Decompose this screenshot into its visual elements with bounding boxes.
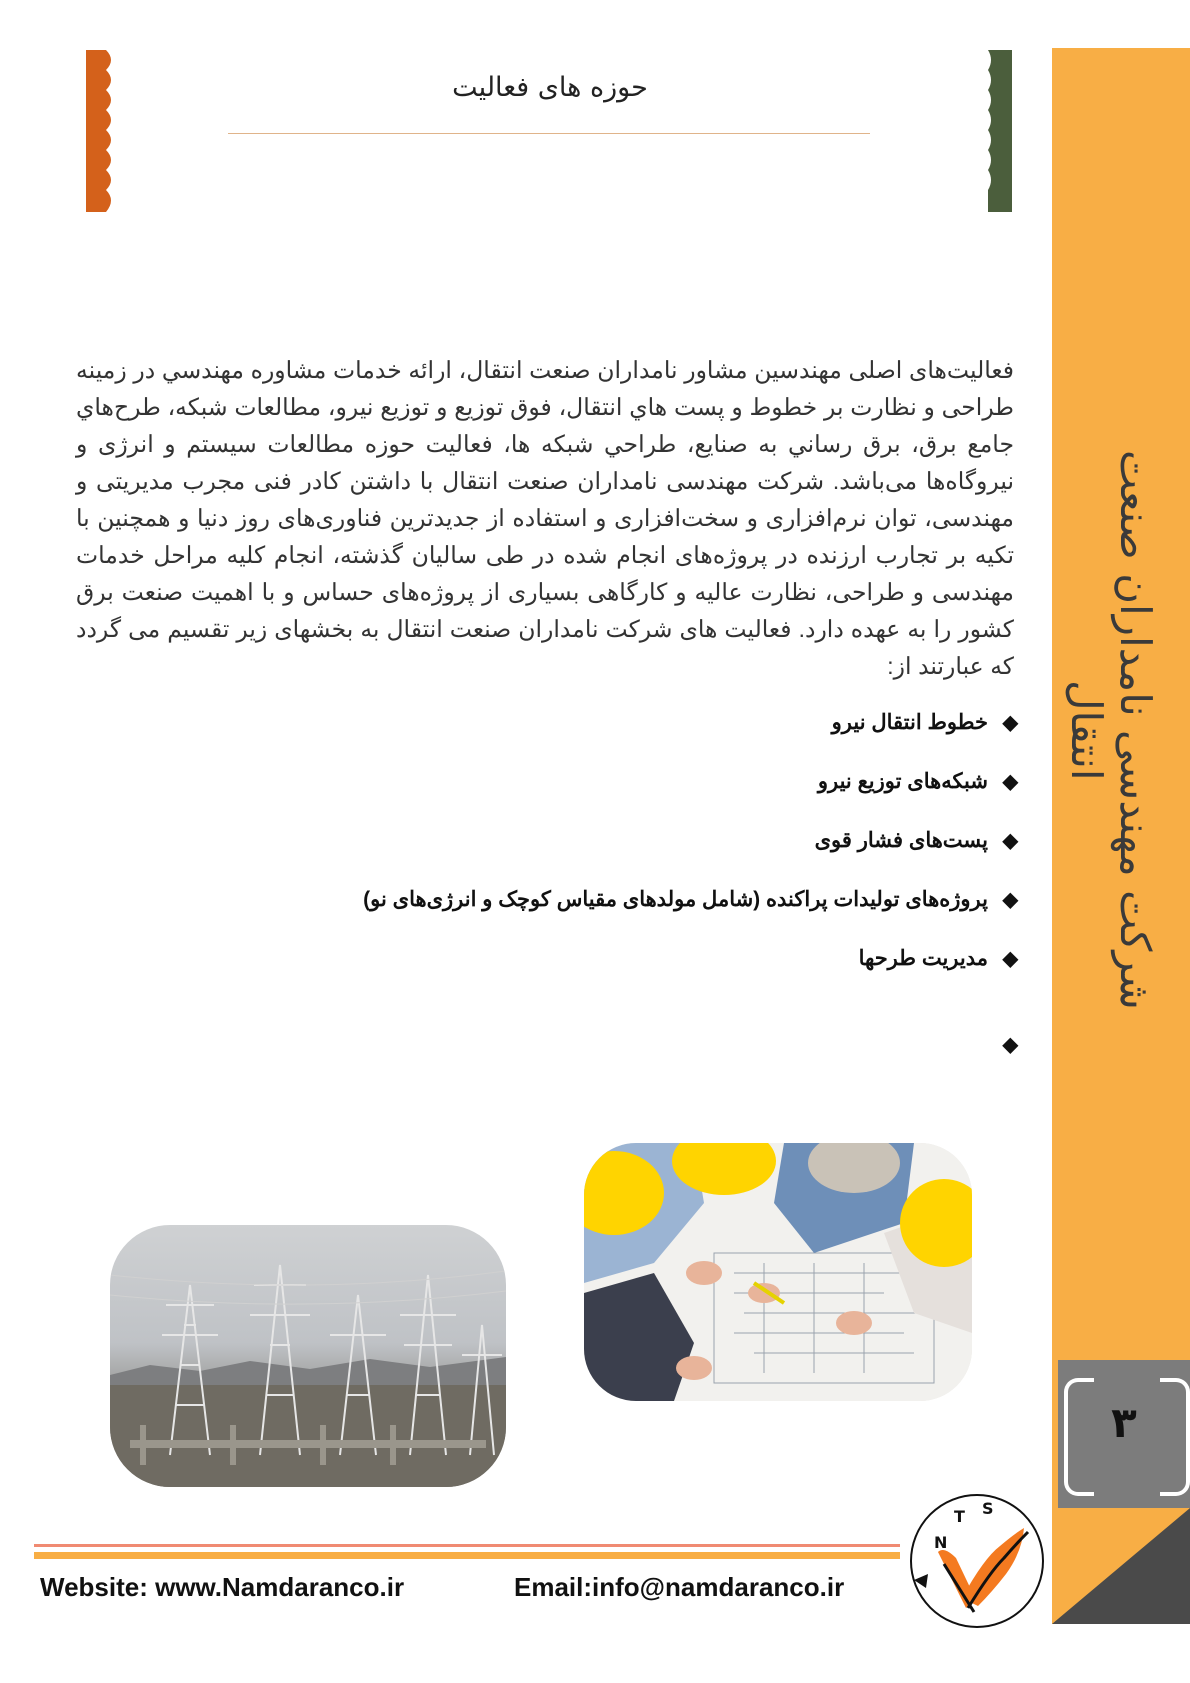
company-name-vertical: شرکت مهندسی نامداران صنعت انتقال (1062, 450, 1160, 1010)
diamond-bullet-icon: ◆ (1002, 1034, 1018, 1056)
corner-triangle (1052, 1508, 1190, 1624)
list-item-text: خطوط انتقال نیرو (831, 711, 988, 734)
list-item (240, 710, 1018, 769)
engineers-photo (584, 1143, 972, 1401)
list-item-text: پست‌های فشار قوی (814, 829, 988, 852)
list-item-text: مدیریت طرحها (858, 947, 988, 970)
substation-photo (110, 1225, 506, 1487)
company-logo (904, 1488, 1050, 1634)
page-number-box (1058, 1360, 1190, 1508)
right-decorative-bar (988, 50, 1012, 212)
left-decorative-bar (86, 50, 112, 212)
activity-list (240, 710, 1018, 1091)
diamond-bullet-icon: ◆ (1002, 712, 1018, 734)
footer-rule-orange (34, 1552, 900, 1559)
list-item (240, 769, 1018, 828)
list-item (240, 887, 1018, 946)
page-title: حوزه های فعالیت (452, 72, 648, 103)
footer-rule-red (34, 1544, 900, 1547)
page-number: ۳ (1111, 1398, 1137, 1447)
title-underline (228, 133, 870, 134)
logo-letter-s: S (982, 1499, 994, 1518)
website-text: Website: www.Namdaranco.ir (40, 1572, 405, 1602)
logo-letter-t: T (954, 1507, 965, 1526)
list-item-text: شبکه‌های توزیع نیرو (817, 770, 988, 793)
intro-paragraph: فعالیت‌های اصلی مهندسین مشاور نامداران صنعت انتقال، ارائه خدمات مشاوره مهندسي در زمینه طراحی و نظارت بر خطوط و پست هاي انتقال، فوق توزیع و توزیع نیرو، مطالعات شبکه، طرح‌هاي جامع برق، برق رساني به صنایع، طراحي شبکه ها، فعالیت حوزه مطالعات سیستم و انرژی و نیروگاه‌ها می‌باشد. شرکت مهندسی نامداران صنعت انتقال با داشتن کادر فنی مجرب مدیریتی و مهندسی، توان نرم‌افزاری و سخت‌افزاری و استفاده از جدیدترین فناوری‌های روز دنیا و همچنین با تکیه بر تجارب ارزنده در پروژه‌های انجام شده در طی سالیان گذشته، انجام کلیه مراحل خدمات مهندسی و طراحی، نظارت عالیه و کارگاهی بسیاری از پروژه‌های حساس و با اهمیت صنعت برق کشور را به عهده دارد. فعالیت های شرکت نامداران صنعت انتقال به بخشهای زیر تقسیم می گردد که عبارتند از: (76, 357, 1014, 679)
diamond-bullet-icon: ◆ (1002, 948, 1018, 970)
diamond-bullet-icon: ◆ (1002, 830, 1018, 852)
list-item (240, 1032, 1018, 1091)
list-item-text: پروژه‌های تولیدات پراکنده (شامل مولدهای مقیاس کوچک و انرژی‌های نو) (363, 888, 988, 911)
email-text: Email:info@namdaranco.ir (514, 1572, 845, 1602)
list-item (240, 828, 1018, 887)
list-item (240, 946, 1018, 1032)
diamond-bullet-icon: ◆ (1002, 889, 1018, 911)
diamond-bullet-icon: ◆ (1002, 771, 1018, 793)
logo-letter-n: N (934, 1533, 948, 1552)
